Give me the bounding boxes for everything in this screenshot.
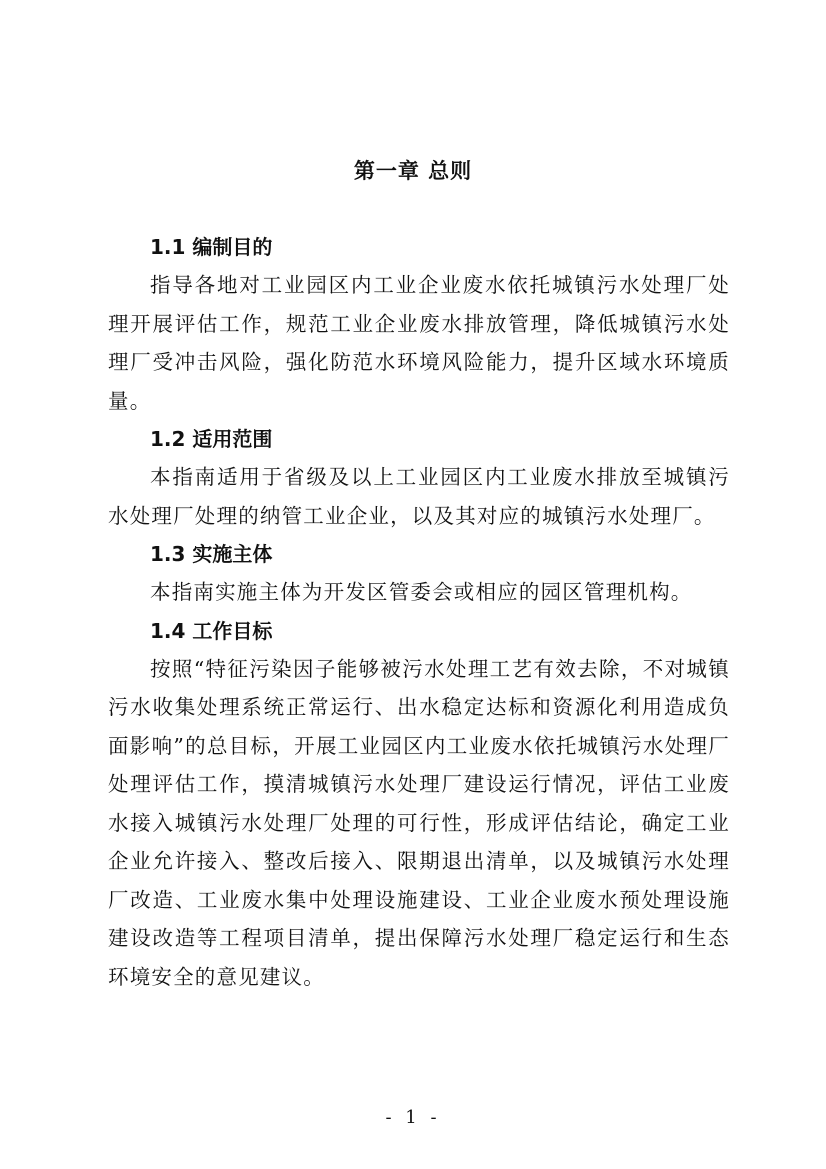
- document-body: [108, 228, 730, 996]
- section-heading: 1.2 适用范围: [150, 427, 273, 451]
- section-scope: [108, 420, 730, 535]
- page-number: - 1 -: [385, 1107, 441, 1128]
- section-heading: 1.4 工作目标: [150, 618, 273, 643]
- section-paragraph: 按照“特征污染因子能够被污水处理工艺有效去除，不对城镇污水收集处理系统正常运行、出水稳定达标和资源化利用造成负面影响”的总目标，开展工业园区内工业废水依托城镇污水处理厂处理评估工作，摸清城镇污水处理厂建设运行情况，评估工业废水接入城镇污水处理厂处理的可行性，形成评估结论，确定工业企业允许接入、整改后接入、限期退出清单，以及城镇污水处理厂改造、工业废水集中处理设施建设、工业企业废水预处理设施建设改造等工程项目清单，提出保障污水处理厂稳定运行和生态环境安全的意见建议。: [108, 656, 730, 989]
- section-paragraph: 本指南实施主体为开发区管委会或相应的园区管理机构。: [150, 580, 693, 604]
- section-heading: 1.3 实施主体: [150, 542, 273, 566]
- section-goals: [108, 612, 730, 997]
- section-heading: 1.1 编制目的: [150, 235, 273, 259]
- section-paragraph: 本指南适用于省级及以上工业园区内工业废水排放至城镇污水处理厂处理的纳管工业企业，以及其对应的城镇污水处理厂。: [108, 465, 730, 528]
- section-implementer: [108, 535, 730, 612]
- section-paragraph: 指导各地对工业园区内工业企业废水依托城镇污水处理厂处理开展评估工作，规范工业企业废水排放管理，降低城镇污水处理厂受冲击风险，强化防范水环境风险能力，提升区域水环境质量。: [108, 273, 730, 413]
- chapter-title: 第一章 总则: [353, 159, 473, 183]
- section-purpose: [108, 228, 730, 420]
